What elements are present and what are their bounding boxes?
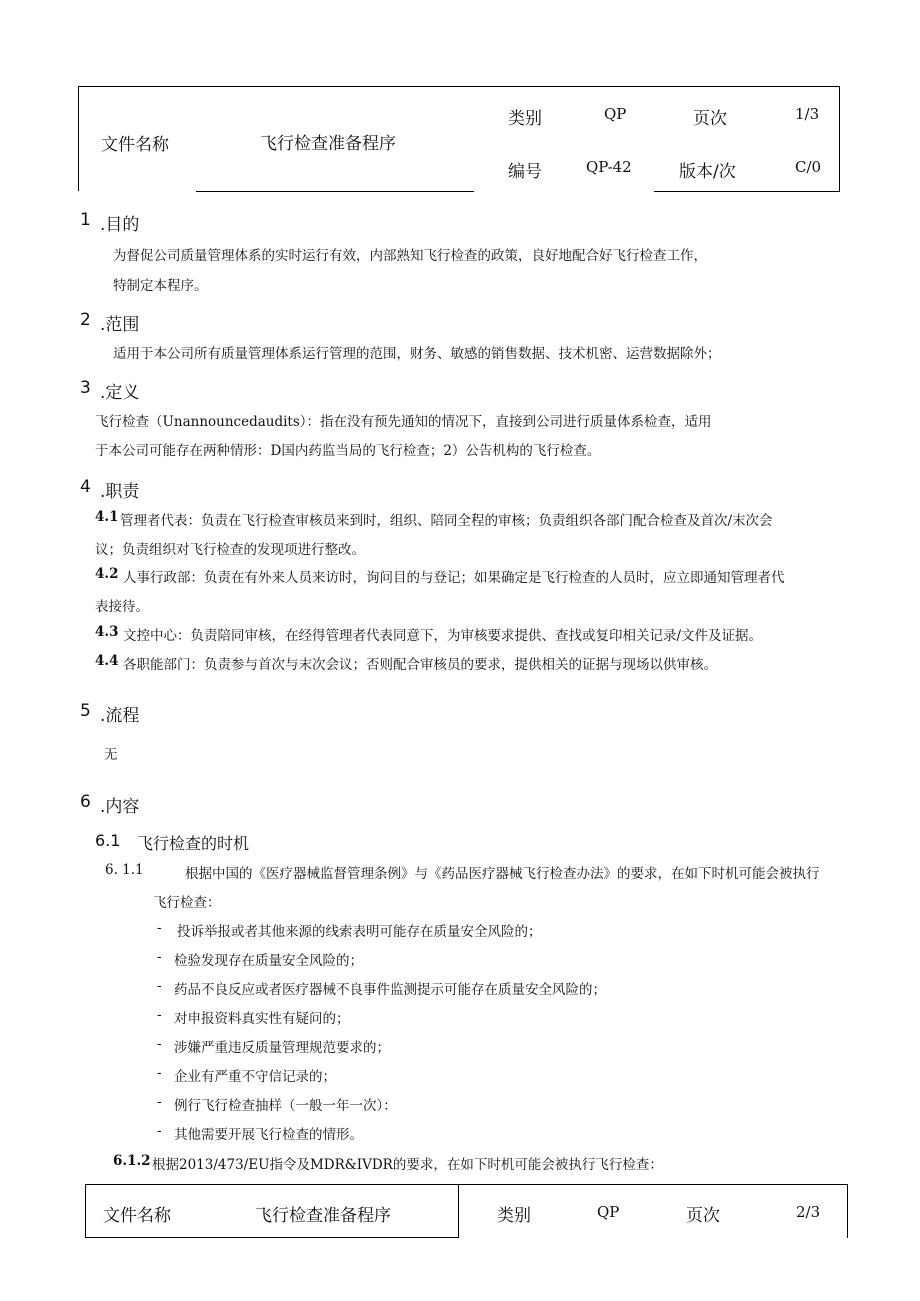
page-value: 1/3 xyxy=(795,105,820,123)
page-value: 2/3 xyxy=(796,1203,821,1221)
text-line: 文控中心：负责陪同审核，在经得管理者代表同意下，为审核要求提供、查找或复印相关记录/文件及证据。 xyxy=(123,628,763,644)
bullet-mark: - xyxy=(157,1094,162,1110)
section-title: .目的 xyxy=(100,215,140,235)
list-item: 其他需要开展飞行检查的情形。 xyxy=(174,1127,363,1143)
paragraph-number: 6.1.2 xyxy=(113,1153,151,1169)
bullet-mark: - xyxy=(157,1065,162,1081)
text-line: 各职能部门：负责参与首次与末次会议；否则配合审核员的要求，提供相关的证据与现场以供审核。 xyxy=(123,657,717,673)
text-line: 议；负责组织对飞行检查的发现项进行整改。 xyxy=(95,542,365,558)
section-number: 1 xyxy=(80,210,91,230)
section-title: .流程 xyxy=(100,706,140,726)
doc-title: 飞行检查准备程序 xyxy=(260,134,396,154)
subsection-title: 飞行检查的时机 xyxy=(137,834,250,853)
text-line: 为督促公司质量管理体系的实时运行有效，内部熟知飞行检查的政策，良好地配合好飞行检查工作， xyxy=(113,248,707,264)
item-number: 4.3 xyxy=(95,624,119,640)
section-title: .定义 xyxy=(100,383,140,403)
page-label: 页次 xyxy=(686,1206,720,1226)
category-value: QP xyxy=(604,105,627,123)
category-label: 类别 xyxy=(508,109,542,129)
list-item: 涉嫌严重违反质量管理规范要求的； xyxy=(174,1040,390,1056)
item-number: 4.1 xyxy=(95,509,119,525)
text-line: 无 xyxy=(104,747,118,763)
subsection-number: 6.1 xyxy=(95,831,121,850)
list-item: 投诉举报或者其他来源的线索表明可能存在质量安全风险的； xyxy=(177,924,542,940)
text-line: 于本公司可能存在两种情形：D国内药监当局的飞行检查；2）公告机构的飞行检查。 xyxy=(95,443,601,459)
list-item: 对申报资料真实性有疑问的； xyxy=(174,1011,350,1027)
list-item: 企业有严重不守信记录的； xyxy=(174,1069,336,1085)
text-line: 飞行检查： xyxy=(153,895,221,911)
number-label: 编号 xyxy=(508,162,542,182)
bullet-mark: - xyxy=(157,1123,162,1139)
section-number: 2 xyxy=(80,310,91,330)
paragraph-number: 6. 1.1 xyxy=(105,862,144,878)
text-line: 管理者代表：负责在飞行检查审核员来到时，组织、陪同全程的审核；负责组织各部门配合检查及首次/末次会 xyxy=(120,513,773,529)
text-line: 根据2013/473/EU指令及MDR&IVDR的要求，在如下时机可能会被执行飞行检查： xyxy=(152,1157,663,1173)
section-number: 4 xyxy=(80,477,91,497)
category-label: 类别 xyxy=(497,1206,531,1226)
section-number: 3 xyxy=(80,378,91,398)
list-item: 药品不良反应或者医疗器械不良事件监测提示可能存在质量安全风险的； xyxy=(174,982,606,998)
text-line: 特制定本程序。 xyxy=(113,278,208,294)
text-line: 适用于本公司所有质量管理体系运行管理的范围，财务、敏感的销售数据、技术机密、运营数据除外； xyxy=(113,346,721,362)
bullet-mark: - xyxy=(157,1007,162,1023)
bullet-mark: - xyxy=(157,920,162,936)
section-title: .范围 xyxy=(100,315,140,335)
text-line: 根据中国的《医疗器械监督管理条例》与《药品医疗器械飞行检查办法》的要求，在如下时机可能会被执行 xyxy=(185,866,820,882)
category-value: QP xyxy=(597,1203,620,1221)
version-value: C/0 xyxy=(795,158,822,176)
section-number: 5 xyxy=(80,701,91,721)
list-item: 例行飞行检查抽样（一般一年一次）： xyxy=(174,1098,397,1114)
section-number: 6 xyxy=(80,792,91,812)
section-title: .内容 xyxy=(100,797,140,817)
bullet-mark: - xyxy=(157,978,162,994)
item-number: 4.2 xyxy=(95,566,119,582)
version-label: 版本/次 xyxy=(679,162,736,182)
text-line: 表接待。 xyxy=(95,599,149,615)
doc-title: 飞行检查准备程序 xyxy=(255,1206,391,1226)
number-value: QP-42 xyxy=(586,158,632,176)
item-number: 4.4 xyxy=(95,653,119,669)
page-label: 页次 xyxy=(693,109,727,129)
bullet-mark: - xyxy=(157,1036,162,1052)
section-title: .职责 xyxy=(100,482,140,502)
doc-name-label: 文件名称 xyxy=(101,135,169,155)
text-line: 飞行检查（Unannouncedaudits）：指在没有预先通知的情况下，直接到公司进行质量体系检查，适用 xyxy=(95,414,712,430)
text-line: 人事行政部：负责在有外来人员来访时，询问目的与登记；如果确定是飞行检查的人员时，应立即通知管理者代 xyxy=(123,570,785,586)
list-item: 检验发现存在质量安全风险的； xyxy=(174,953,363,969)
bullet-mark: - xyxy=(157,949,162,965)
doc-name-label: 文件名称 xyxy=(103,1206,171,1226)
